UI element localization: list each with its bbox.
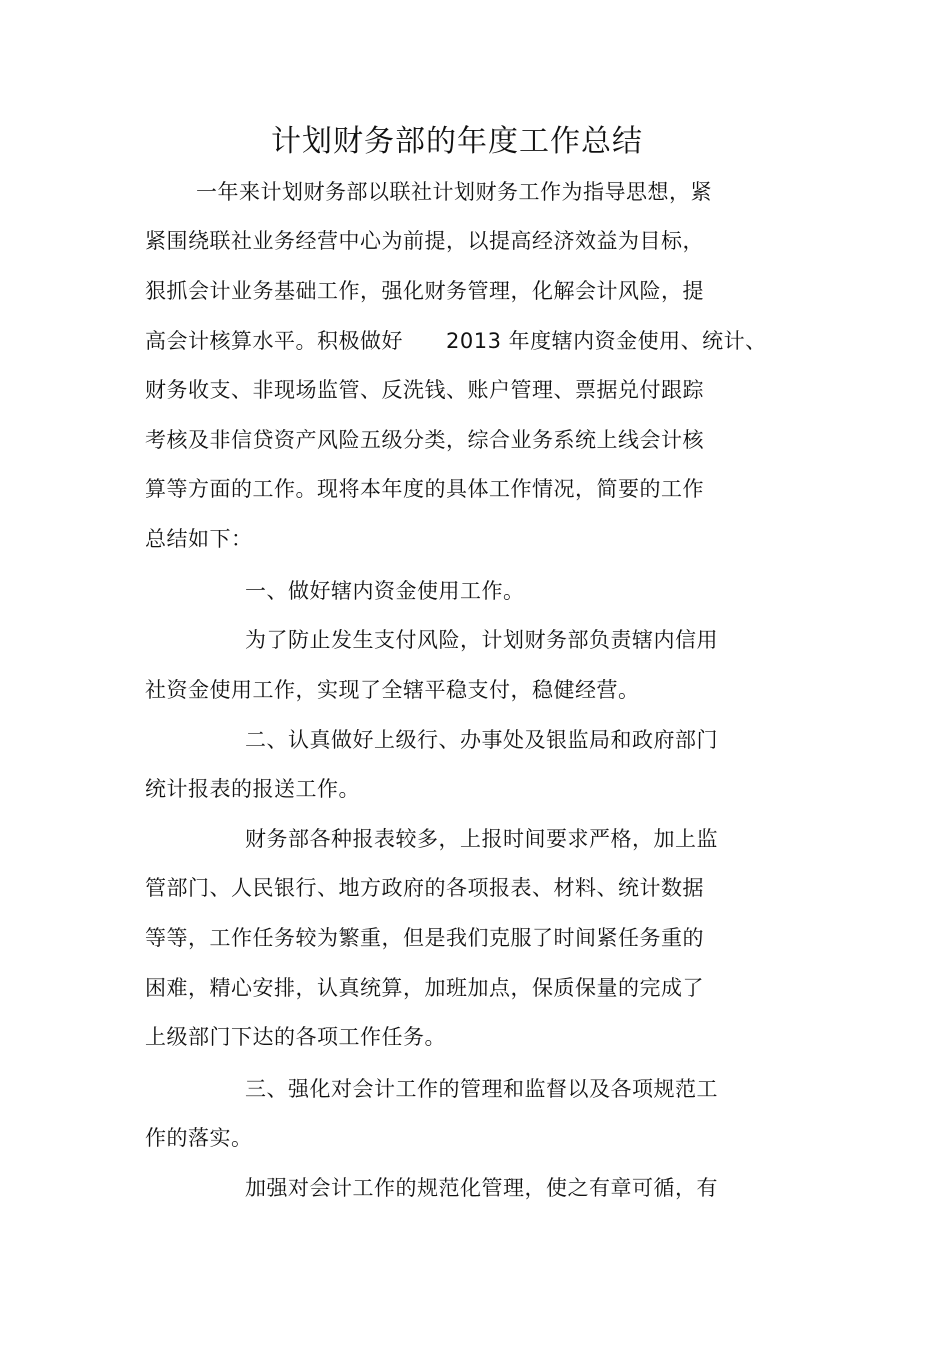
paragraph-line: 财务部各种报表较多，上报时间要求严格，加上监: [245, 827, 718, 851]
document-title: 计划财务部的年度工作总结: [271, 124, 643, 159]
paragraph-line: 狠抓会计业务基础工作，强化财务管理，化解会计风险，提: [145, 279, 704, 303]
paragraph-line: 等等，工作任务较为繁重，但是我们克服了时间紧任务重的: [145, 926, 704, 950]
paragraph-line: 管部门、人民银行、地方政府的各项报表、材料、统计数据: [145, 876, 704, 900]
paragraph-line: 加强对会计工作的规范化管理，使之有章可循，有: [245, 1176, 718, 1200]
paragraph-line: 困难，精心安排，认真统算，加班加点，保质保量的完成了: [145, 976, 704, 1000]
paragraph-line: 上级部门下达的各项工作任务。: [145, 1025, 446, 1049]
paragraph-line: 社资金使用工作，实现了全辖平稳支付，稳健经营。: [145, 678, 640, 702]
paragraph-line: 财务收支、非现场监管、反洗钱、账户管理、票据兑付跟踪: [145, 378, 704, 402]
paragraph-line: 考核及非信贷资产风险五级分类，综合业务系统上线会计核: [145, 428, 704, 452]
paragraph-line: 为了防止发生支付风险，计划财务部负责辖内信用: [245, 628, 718, 652]
section-heading-continued: 统计报表的报送工作。: [145, 777, 360, 801]
section-heading: 三、强化对会计工作的管理和监督以及各项规范工: [245, 1077, 718, 1101]
section-heading-continued: 作的落实。: [145, 1126, 253, 1150]
paragraph-line: 高会计核算水平。积极做好 2013 年度辖内资金使用、统计、: [145, 329, 767, 353]
section-heading: 二、认真做好上级行、办事处及银监局和政府部门: [245, 728, 718, 752]
paragraph-line: 算等方面的工作。现将本年度的具体工作情况，简要的工作: [145, 477, 704, 501]
paragraph-line: 紧围绕联社业务经营中心为前提，以提高经济效益为目标，: [145, 229, 704, 253]
section-heading: 一、做好辖内资金使用工作。: [245, 579, 525, 603]
paragraph-line: 一年来计划财务部以联社计划财务工作为指导思想，紧: [196, 180, 712, 204]
paragraph-line: 总结如下：: [145, 527, 253, 551]
